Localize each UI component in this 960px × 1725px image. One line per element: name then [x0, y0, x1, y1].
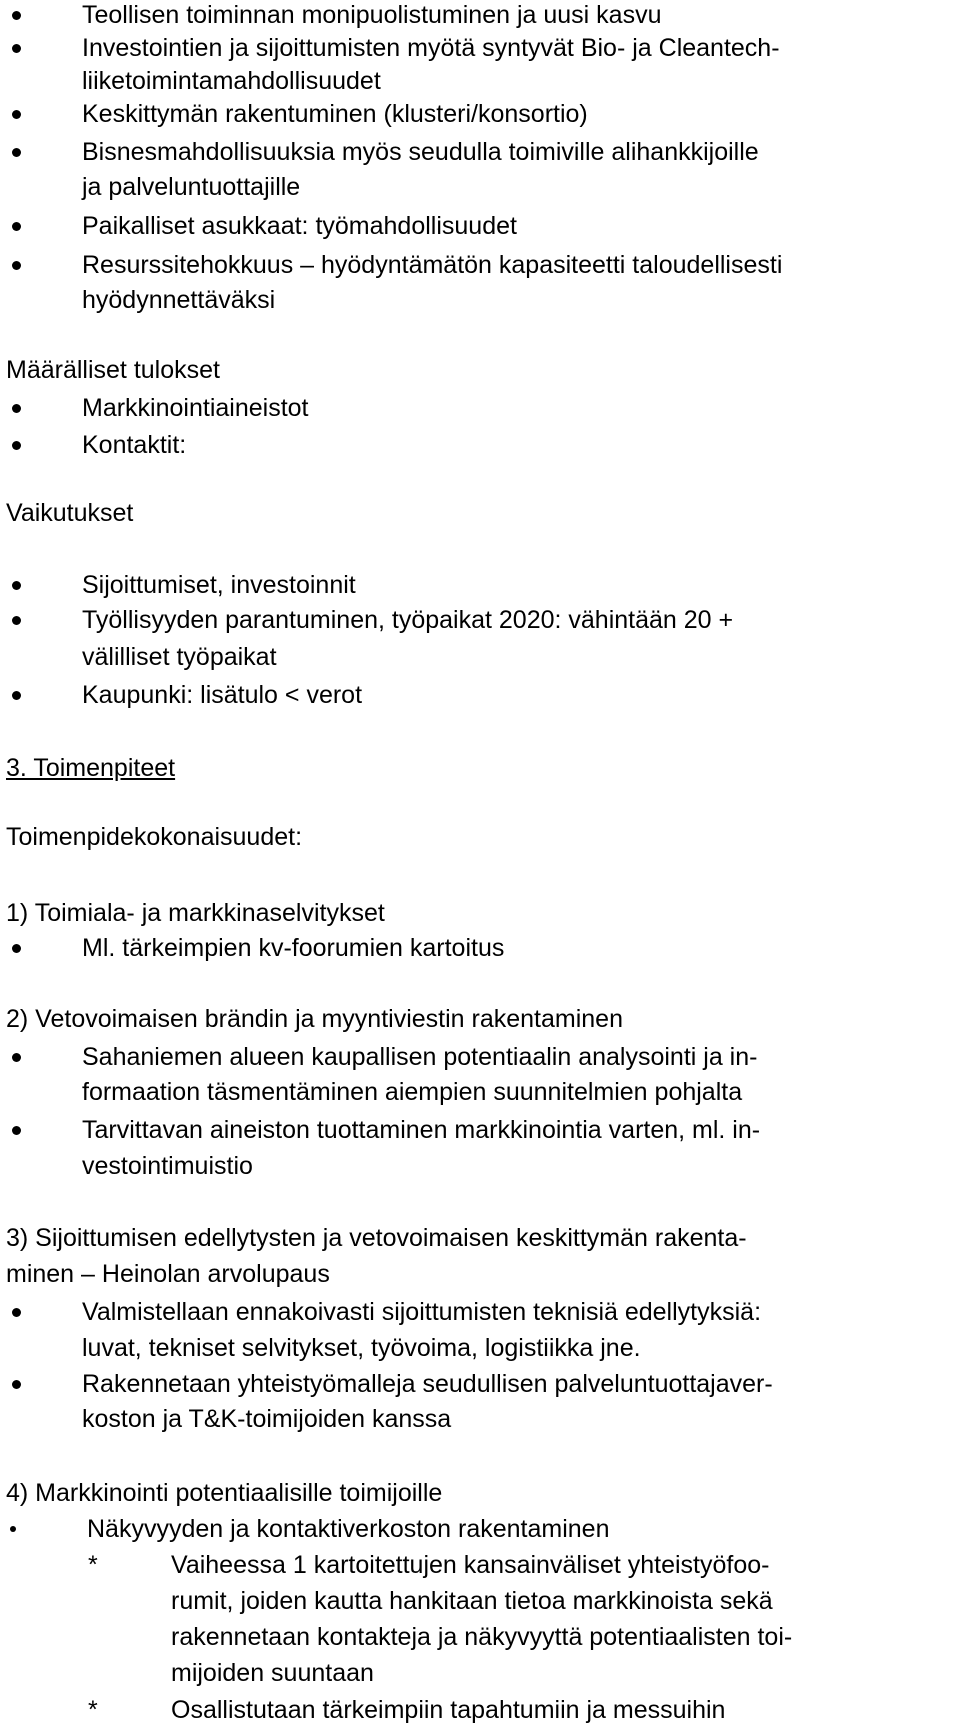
bullet-continuation: liiketoimintamahdollisuudet [82, 67, 381, 95]
bullet-continuation: vestointimuistio [82, 1152, 253, 1180]
bullet-item: Kontaktit: [82, 431, 187, 459]
bullet-item: Sahaniemen alueen kaupallisen potentiaalin analysointi ja in- [82, 1043, 758, 1071]
bullet-continuation: hyödynnettäväksi [82, 286, 276, 314]
bullet-item: Työllisyyden parantuminen, työpaikat 2020: vähintään 20 + [82, 606, 734, 634]
asterisk-marker: * [88, 1696, 98, 1724]
bullet-item: Ml. tärkeimpien kv-foorumien kartoitus [82, 934, 505, 962]
subheading: Toimenpidekokonaisuudet: [6, 823, 303, 851]
bullet-continuation: ja palveluntuottajille [82, 173, 301, 201]
section-heading: Määrälliset tulokset [6, 356, 220, 384]
bullet-continuation: välilliset työpaikat [82, 643, 277, 671]
section-heading: Vaikutukset [6, 499, 134, 527]
sub-item: Osallistutaan tärkeimpiin tapahtumiin ja messuihin [171, 1696, 726, 1724]
asterisk-marker: * [88, 1551, 98, 1579]
bullet-item: Paikalliset asukkaat: työmahdollisuudet [82, 212, 517, 240]
bullet-item: Rakennetaan yhteistyömalleja seudullisen palveluntuottajaver- [82, 1370, 773, 1398]
bullet-item: Resurssitehokkuus – hyödyntämätön kapasiteetti taloudellisesti [82, 251, 783, 279]
sub-item-continuation: rumit, joiden kautta hankitaan tietoa markkinoista sekä [171, 1587, 773, 1615]
bullet-item: Näkyvyyden ja kontaktiverkoston rakentaminen [87, 1515, 610, 1543]
bullet-item: Bisnesmahdollisuuksia myös seudulla toimiville alihankkijoille [82, 138, 759, 166]
sub-item-continuation: rakennetaan kontakteja ja näkyvyyttä potentiaalisten toi- [171, 1623, 793, 1651]
numbered-heading: 2) Vetovoimaisen brändin ja myyntiviestin rakentaminen [6, 1005, 623, 1033]
bullet-item: Markkinointiaineistot [82, 394, 309, 422]
bullet-item: Kaupunki: lisätulo < verot [82, 681, 363, 709]
bullet-continuation: luvat, tekniset selvitykset, työvoima, logistiikka jne. [82, 1334, 641, 1362]
bullet-item: Valmistellaan ennakoivasti sijoittumisten teknisiä edellytyksiä: [82, 1298, 762, 1326]
numbered-heading: 1) Toimiala- ja markkinaselvitykset [6, 899, 385, 927]
bullet-item: Sijoittumiset, investoinnit [82, 571, 356, 599]
bullet-item: Teollisen toiminnan monipuolistuminen ja uusi kasvu [82, 1, 662, 29]
bullet-item: Keskittymän rakentuminen (klusteri/konsortio) [82, 100, 588, 128]
bullet-item: Tarvittavan aineiston tuottaminen markkinointia varten, ml. in- [82, 1116, 761, 1144]
sub-item-continuation: mijoiden suuntaan [171, 1659, 374, 1687]
numbered-heading-continuation: minen – Heinolan arvolupaus [6, 1260, 330, 1288]
bullet-item: Investointien ja sijoittumisten myötä syntyvät Bio- ja Cleantech- [82, 34, 780, 62]
section-title: 3. Toimenpiteet [6, 754, 176, 782]
sub-item: Vaiheessa 1 kartoitettujen kansainväliset yhteistyöfoo- [171, 1551, 770, 1579]
bullet-continuation: formaation täsmentäminen aiempien suunnitelmien pohjalta [82, 1078, 743, 1106]
numbered-heading: 4) Markkinointi potentiaalisille toimijoille [6, 1479, 443, 1507]
numbered-heading: 3) Sijoittumisen edellytysten ja vetovoimaisen keskittymän rakenta- [6, 1224, 747, 1252]
bullet-continuation: koston ja T&K-toimijoiden kanssa [82, 1405, 452, 1433]
